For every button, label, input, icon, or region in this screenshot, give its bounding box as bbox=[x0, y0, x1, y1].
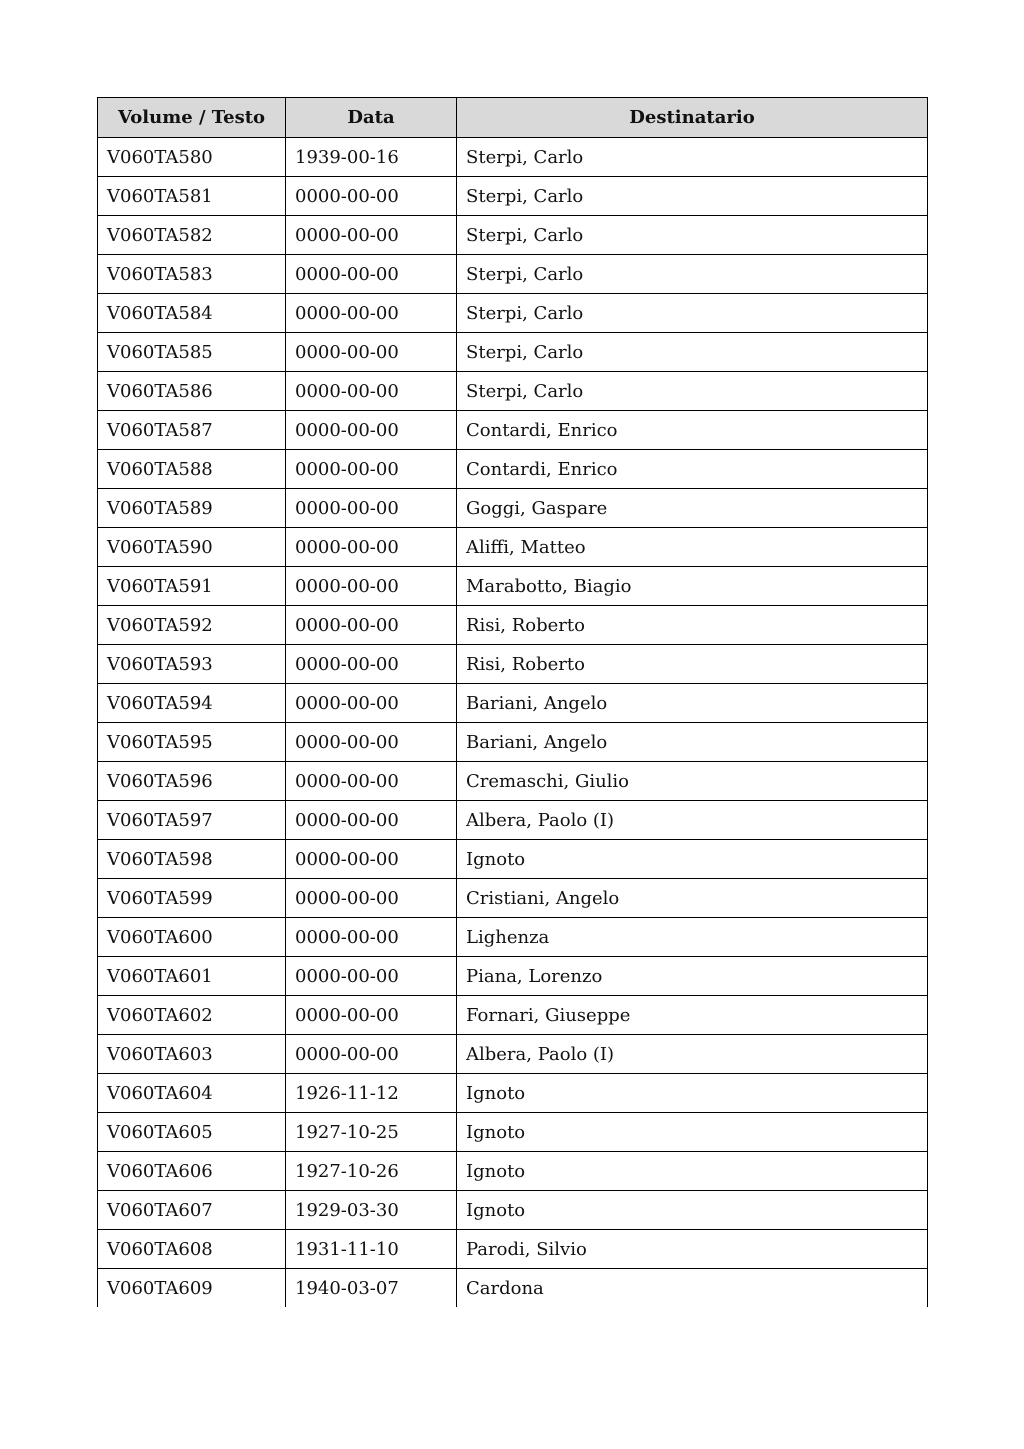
cell-volume-testo: V060TA600 bbox=[98, 918, 286, 957]
cell-data: 0000-00-00 bbox=[286, 684, 457, 723]
cell-volume-testo: V060TA581 bbox=[98, 177, 286, 216]
column-header-destinatario: Destinatario bbox=[457, 98, 928, 138]
cell-data: 0000-00-00 bbox=[286, 723, 457, 762]
table-row bbox=[98, 177, 928, 216]
cell-destinatario: Ignoto bbox=[457, 1152, 928, 1191]
cell-destinatario: Sterpi, Carlo bbox=[457, 255, 928, 294]
cell-data: 0000-00-00 bbox=[286, 996, 457, 1035]
cell-volume-testo: V060TA595 bbox=[98, 723, 286, 762]
cell-data: 0000-00-00 bbox=[286, 489, 457, 528]
table-row bbox=[98, 1230, 928, 1269]
cell-destinatario: Fornari, Giuseppe bbox=[457, 996, 928, 1035]
cell-data: 1929-03-30 bbox=[286, 1191, 457, 1230]
cell-data: 0000-00-00 bbox=[286, 840, 457, 879]
table-row bbox=[98, 1113, 928, 1152]
cell-volume-testo: V060TA591 bbox=[98, 567, 286, 606]
table-row bbox=[98, 840, 928, 879]
cell-volume-testo: V060TA582 bbox=[98, 216, 286, 255]
cell-data: 1926-11-12 bbox=[286, 1074, 457, 1113]
table-row bbox=[98, 372, 928, 411]
cell-data: 0000-00-00 bbox=[286, 372, 457, 411]
cell-destinatario: Albera, Paolo (I) bbox=[457, 1035, 928, 1074]
cell-volume-testo: V060TA603 bbox=[98, 1035, 286, 1074]
table-row bbox=[98, 567, 928, 606]
cell-destinatario: Sterpi, Carlo bbox=[457, 372, 928, 411]
table-row bbox=[98, 684, 928, 723]
cell-volume-testo: V060TA608 bbox=[98, 1230, 286, 1269]
cell-volume-testo: V060TA605 bbox=[98, 1113, 286, 1152]
cell-data: 0000-00-00 bbox=[286, 294, 457, 333]
cell-destinatario: Cardona bbox=[466, 1277, 544, 1299]
table-row bbox=[98, 996, 928, 1035]
table-row bbox=[98, 1152, 928, 1191]
cell-destinatario: Risi, Roberto bbox=[457, 645, 928, 684]
table-row bbox=[98, 606, 928, 645]
cell-destinatario: Sterpi, Carlo bbox=[457, 294, 928, 333]
cell-data: 1940-03-07 bbox=[286, 1269, 457, 1308]
cell-volume-testo: V060TA604 bbox=[98, 1074, 286, 1113]
table-header bbox=[98, 98, 928, 138]
table-row bbox=[98, 723, 928, 762]
cell-volume-testo: V060TA599 bbox=[98, 879, 286, 918]
cell-destinatario: Ignoto bbox=[457, 840, 928, 879]
cell-volume-testo: V060TA594 bbox=[98, 684, 286, 723]
cell-volume-testo: V060TA596 bbox=[98, 762, 286, 801]
cell-destinatario: Albera, Paolo (I) bbox=[457, 801, 928, 840]
cell-data: 0000-00-00 bbox=[286, 216, 457, 255]
table-row bbox=[98, 138, 928, 177]
cell-destinatario: Goggi, Gaspare bbox=[457, 489, 928, 528]
cell-volume-testo: V060TA587 bbox=[98, 411, 286, 450]
cell-data: 0000-00-00 bbox=[286, 1035, 457, 1074]
table-row bbox=[98, 294, 928, 333]
table-row bbox=[98, 879, 928, 918]
cell-volume-testo: V060TA585 bbox=[98, 333, 286, 372]
cell-data: 1939-00-16 bbox=[286, 138, 457, 177]
cell-destinatario: Parodi, Silvio bbox=[457, 1230, 928, 1269]
cell-data: 1927-10-26 bbox=[286, 1152, 457, 1191]
cell-volume-testo: V060TA589 bbox=[98, 489, 286, 528]
cell-volume-testo: V060TA593 bbox=[98, 645, 286, 684]
table-row bbox=[98, 801, 928, 840]
cell-data: 0000-00-00 bbox=[286, 255, 457, 294]
cell-destinatario: Bariani, Angelo bbox=[457, 723, 928, 762]
cell-data: 0000-00-00 bbox=[286, 762, 457, 801]
table-row bbox=[98, 528, 928, 567]
cell-volume-testo: V060TA601 bbox=[98, 957, 286, 996]
header-row bbox=[98, 98, 928, 138]
cell-volume-testo: V060TA598 bbox=[98, 840, 286, 879]
cell-destinatario: Sterpi, Carlo bbox=[457, 177, 928, 216]
cell-data: 0000-00-00 bbox=[286, 177, 457, 216]
cell-data: 0000-00-00 bbox=[286, 918, 457, 957]
cell-data: 0000-00-00 bbox=[286, 411, 457, 450]
letters-table bbox=[97, 97, 928, 1307]
cell-destinatario: Sterpi, Carlo bbox=[457, 216, 928, 255]
cell-destinatario: Contardi, Enrico bbox=[457, 450, 928, 489]
cell-volume-testo: V060TA580 bbox=[98, 138, 286, 177]
cell-destinatario: Aliffi, Matteo bbox=[457, 528, 928, 567]
table-row bbox=[98, 645, 928, 684]
cell-destinatario: Ignoto bbox=[457, 1191, 928, 1230]
cell-destinatario: Risi, Roberto bbox=[457, 606, 928, 645]
table-row bbox=[98, 1074, 928, 1113]
cell-volume-testo: V060TA607 bbox=[98, 1191, 286, 1230]
table-body bbox=[98, 138, 928, 1308]
table-row bbox=[98, 216, 928, 255]
cell-volume-testo: V060TA592 bbox=[98, 606, 286, 645]
cell-data: 0000-00-00 bbox=[286, 450, 457, 489]
cell-volume-testo: V060TA583 bbox=[98, 255, 286, 294]
cell-volume-testo: V060TA602 bbox=[98, 996, 286, 1035]
cell-destinatario: Sterpi, Carlo bbox=[457, 333, 928, 372]
cell-destinatario: Ignoto bbox=[457, 1074, 928, 1113]
cell-destinatario: Cristiani, Angelo bbox=[457, 879, 928, 918]
cell-data: 0000-00-00 bbox=[286, 645, 457, 684]
cell-data: 0000-00-00 bbox=[286, 957, 457, 996]
table-row bbox=[98, 411, 928, 450]
cell-data: 0000-00-00 bbox=[286, 606, 457, 645]
table-row bbox=[98, 1269, 928, 1308]
cell-volume-testo: V060TA588 bbox=[98, 450, 286, 489]
cell-destinatario: Sterpi, Carlo bbox=[457, 138, 928, 177]
cell-data: 0000-00-00 bbox=[286, 528, 457, 567]
table-row bbox=[98, 489, 928, 528]
cell-volume-testo: V060TA606 bbox=[98, 1152, 286, 1191]
cell-destinatario: Contardi, Enrico bbox=[457, 411, 928, 450]
table-row bbox=[98, 1035, 928, 1074]
cell-volume-testo: V060TA586 bbox=[98, 372, 286, 411]
cell-volume-testo: V060TA590 bbox=[98, 528, 286, 567]
cell-volume-testo: V060TA597 bbox=[98, 801, 286, 840]
table-row bbox=[98, 255, 928, 294]
cell-destinatario: Ignoto bbox=[457, 1113, 928, 1152]
table-row bbox=[98, 333, 928, 372]
cell-destinatario: Lighenza bbox=[457, 918, 928, 957]
cell-volume-testo: V060TA609 bbox=[98, 1269, 286, 1308]
table-row bbox=[98, 450, 928, 489]
cell-data: 0000-00-00 bbox=[286, 879, 457, 918]
table-row bbox=[98, 762, 928, 801]
cell-data: 1931-11-10 bbox=[286, 1230, 457, 1269]
cell-data: 0000-00-00 bbox=[286, 567, 457, 606]
column-header-volume-testo: Volume / Testo bbox=[98, 98, 286, 138]
table-row bbox=[98, 957, 928, 996]
cell-destinatario: Cremaschi, Giulio bbox=[457, 762, 928, 801]
cell-destinatario: Bariani, Angelo bbox=[457, 684, 928, 723]
cell-data: 0000-00-00 bbox=[286, 333, 457, 372]
table-row bbox=[98, 918, 928, 957]
table-row bbox=[98, 1191, 928, 1230]
cell-volume-testo: V060TA584 bbox=[98, 294, 286, 333]
cell-data: 0000-00-00 bbox=[286, 801, 457, 840]
column-header-data: Data bbox=[286, 98, 457, 138]
cell-destinatario: Piana, Lorenzo bbox=[457, 957, 928, 996]
cell-data: 1927-10-25 bbox=[286, 1113, 457, 1152]
cell-destinatario: Marabotto, Biagio bbox=[457, 567, 928, 606]
